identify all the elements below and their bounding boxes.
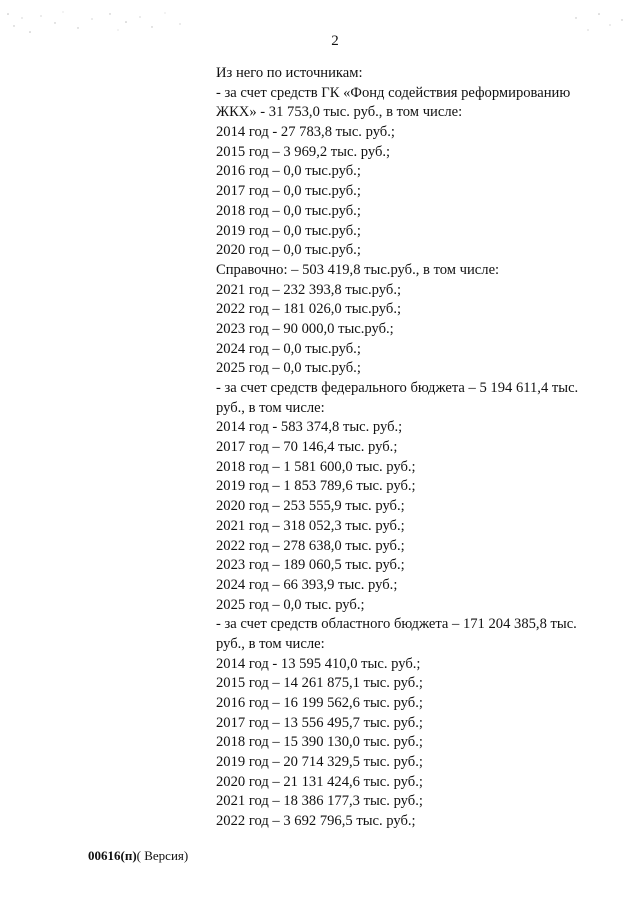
text-line: 2021 год – 18 386 177,3 тыс. руб.; xyxy=(216,793,423,810)
text-line: 2024 год – 0,0 тыс.руб.; xyxy=(216,340,361,357)
text-line: 2019 год – 20 714 329,5 тыс. руб.; xyxy=(216,754,423,771)
text-line: 2017 год – 13 556 495,7 тыс. руб.; xyxy=(216,714,423,731)
text-line: 2018 год – 1 581 600,0 тыс. руб.; xyxy=(216,458,416,475)
text-line: 2020 год – 0,0 тыс.руб.; xyxy=(216,242,361,259)
text-line: 2020 год – 21 131 424,6 тыс. руб.; xyxy=(216,773,423,790)
text-line: 2016 год – 0,0 тыс.руб.; xyxy=(216,163,361,180)
text-line: руб., в том числе: xyxy=(216,399,325,416)
text-line: 2021 год – 318 052,3 тыс. руб.; xyxy=(216,517,405,534)
document-footer xyxy=(88,848,188,864)
text-line: 2014 год - 27 783,8 тыс. руб.; xyxy=(216,124,395,141)
text-line: 2019 год – 1 853 789,6 тыс. руб.; xyxy=(216,478,416,495)
text-line: 2021 год – 232 393,8 тыс.руб.; xyxy=(216,281,402,298)
text-line: - за счет средств федерального бюджета – 5 194 611,4 тыс. xyxy=(216,380,579,396)
text-line: 2024 год – 66 393,9 тыс. руб.; xyxy=(216,576,398,593)
text-line: 2018 год – 0,0 тыс.руб.; xyxy=(216,202,361,219)
text-line: 2023 год – 189 060,5 тыс. руб.; xyxy=(216,557,405,574)
text-line: 2025 год – 0,0 тыс. руб.; xyxy=(216,596,365,613)
text-line: 2022 год – 181 026,0 тыс.руб.; xyxy=(216,301,402,318)
text-line: Справочно: – 503 419,8 тыс.руб., в том числе: xyxy=(216,261,500,278)
text-line: 2016 год – 16 199 562,6 тыс. руб.; xyxy=(216,695,423,711)
page-number: 2 xyxy=(331,33,339,49)
text-line: 2022 год – 3 692 796,5 тыс. руб.; xyxy=(216,813,416,830)
text-line: 2023 год – 90 000,0 тыс.руб.; xyxy=(216,320,394,337)
text-line: Из него по источникам: xyxy=(216,65,363,81)
text-line: руб., в том числе: xyxy=(216,635,325,652)
text-line: 2019 год – 0,0 тыс.руб.; xyxy=(216,222,361,239)
text-line: 2018 год – 15 390 130,0 тыс. руб.; xyxy=(216,734,423,751)
text-line: 2015 год – 14 261 875,1 тыс. руб.; xyxy=(216,675,423,692)
text-line: - за счет средств ГК «Фонд содействия реформированию xyxy=(216,84,571,101)
text-line: 2017 год – 0,0 тыс.руб.; xyxy=(216,183,361,200)
text-line: 2015 год – 3 969,2 тыс. руб.; xyxy=(216,143,391,160)
document-version: ( Версия) xyxy=(136,848,189,863)
text-line: 2017 год – 70 146,4 тыс. руб.; xyxy=(216,439,398,456)
funding-sources-text xyxy=(216,64,596,832)
document-code: 00616(п) xyxy=(88,848,137,863)
text-line: ЖКХ» - 31 753,0 тыс. руб., в том числе: xyxy=(216,104,463,121)
text-line: 2014 год - 583 374,8 тыс. руб.; xyxy=(216,419,403,436)
text-line: - за счет средств областного бюджета – 171 204 385,8 тыс. xyxy=(216,616,577,633)
text-line: 2025 год – 0,0 тыс.руб.; xyxy=(216,360,361,377)
text-line: 2020 год – 253 555,9 тыс. руб.; xyxy=(216,498,405,515)
text-line: 2014 год - 13 595 410,0 тыс. руб.; xyxy=(216,655,421,672)
text-line: 2022 год – 278 638,0 тыс. руб.; xyxy=(216,537,405,554)
